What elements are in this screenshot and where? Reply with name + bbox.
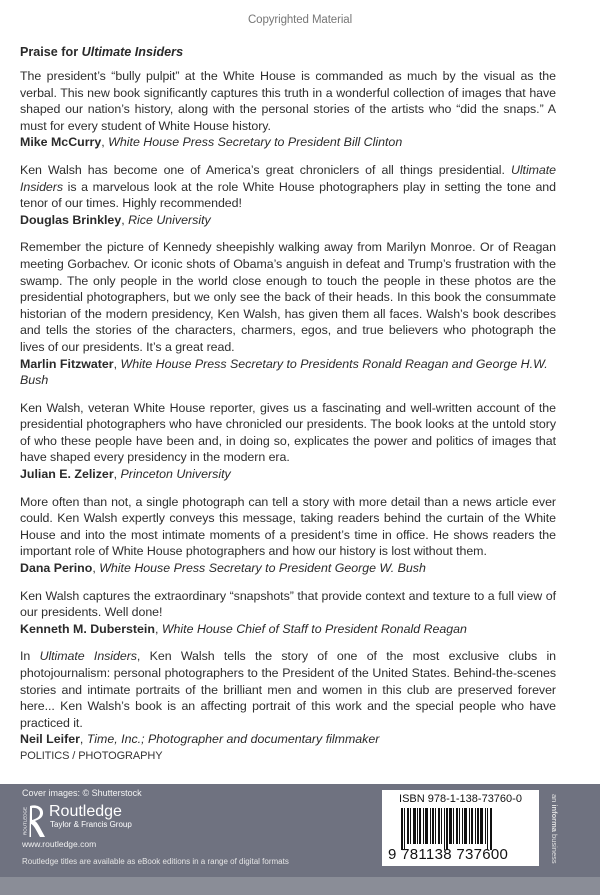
quote-text-part: , Ken Walsh tells the story of one of the most exclusive clubs in photojournalism: personal photographers to the President of the United States. Behind-the-scenes stories and intimate portraits of the brilliant men and women in this club are preserved forever here... Ken Walsh’s book is an affecting portrait of this work and the special people who have practiced it.: [20, 649, 556, 730]
attribution-role: Rice University: [128, 212, 211, 227]
heading-prefix: Praise for: [20, 45, 82, 59]
attribution-name: Marlin Fitzwater: [20, 356, 114, 371]
informa-prefix: an: [550, 794, 559, 805]
quote-block: [20, 162, 556, 228]
bottom-strip: [0, 877, 600, 895]
barcode-digits: 9 781138 737600: [388, 846, 509, 863]
routledge-r-icon: [22, 803, 46, 839]
book-title-italic: Ultimate Insiders: [39, 649, 137, 664]
informa-brand: informa: [550, 804, 559, 832]
quote-text-part: In: [20, 649, 40, 664]
quote-text: [20, 648, 556, 731]
quote-block: [20, 494, 556, 577]
quote-block: [20, 648, 556, 748]
quote-text: Ken Walsh, veteran White House reporter, gives us a fascinating and well-written account of the presidential photographers who have chronicled our presidents. The book looks at the untold story of who these people have been and, in doing so, explicates the power and politics of images that have shaped every presidency in the modern era.: [20, 400, 556, 465]
book-title-italic: Ultimate Insiders: [20, 162, 556, 194]
logo-text: [49, 803, 132, 830]
quote-text: Ken Walsh captures the extraordinary “snapshots” that provide context and texture to a full view of our presidents. Well done!: [20, 588, 556, 620]
attribution-name: Douglas Brinkley: [20, 212, 122, 227]
quote-block: [20, 68, 556, 151]
attribution-name: Dana Perino: [20, 561, 93, 576]
ebook-note: Routledge titles are available as eBook editions in a range of digital formats: [22, 857, 289, 866]
barcode-icon: [401, 808, 527, 848]
praise-heading: [20, 44, 556, 60]
publisher-footer: [0, 784, 600, 877]
attribution-name: Mike McCurry: [20, 135, 102, 150]
copyright-watermark: Copyrighted Material: [247, 14, 353, 26]
publisher-name: Routledge: [49, 803, 122, 820]
publisher-website-link[interactable]: www.routledge.com: [22, 839, 97, 849]
attribution-name: Julian E. Zelizer: [20, 467, 114, 482]
quote-block: [20, 588, 556, 638]
informa-business-note: [547, 794, 559, 874]
attribution-role: White House Chief of Staff to President Ronald Reagan: [161, 621, 467, 636]
attribution-role: Time, Inc.; Photographer and documentary filmmaker: [86, 732, 380, 747]
quote-attribution: Neil Leifer, Time, Inc.; Photographer and documentary filmmaker: [20, 732, 380, 747]
attribution-name: Neil Leifer: [20, 732, 80, 747]
attribution-role: White House Press Secretary to President Bill Clinton: [108, 135, 403, 150]
quote-text-part: Ken Walsh has become one of America’s great chroniclers of all things presidential.: [20, 162, 511, 177]
quote-attribution: Douglas Brinkley, Rice University: [20, 212, 211, 227]
quote-attribution: Julian E. Zelizer, Princeton University: [20, 467, 231, 482]
isbn-label: ISBN 978-1-138-73760-0: [399, 793, 522, 805]
quote-block: [20, 239, 556, 388]
attribution-role: White House Press Secretary to Presidents Ronald Reagan and George H.W. Bush: [20, 356, 548, 388]
quote-text: More often than not, a single photograph can tell a story with more detail than a news article ever could. Ken Walsh expertly conveys this message, taking readers behind the curtain of the White House and into the most intimate moments of a president’s time in office. He shows readers the important role of White House photographers and how our history is lost without them.: [20, 494, 556, 559]
publisher-group: Taylor & Francis Group: [50, 820, 132, 829]
svg-text:ROUTLEDGE: ROUTLEDGE: [22, 806, 28, 835]
quote-text-part: is a marvelous look at the role White House photographers play in setting the tone and tenor of our times. Highly recommended!: [20, 179, 556, 211]
quote-attribution: Kenneth M. Duberstein, White House Chief of Staff to President Ronald Reagan: [20, 621, 467, 636]
quote-block: [20, 400, 556, 483]
cover-credit: Cover images: © Shutterstock: [22, 788, 142, 798]
quote-attribution: Mike McCurry, White House Press Secretary to President Bill Clinton: [20, 135, 403, 150]
subject-category: POLITICS / PHOTOGRAPHY: [20, 750, 163, 762]
quote-text: The president’s “bully pulpit” at the White House is commanded as much by the visual as the verbal. This new book significantly captures this truth in a wonderful collection of images that have shaped our nation’s history, along with the personal stories of the artists who “did the snaps.” A must for every student of White House history.: [20, 69, 556, 133]
praise-section: [20, 44, 556, 759]
heading-book-title: Ultimate Insiders: [81, 45, 184, 59]
attribution-role: Princeton University: [120, 467, 231, 482]
quote-text: [20, 162, 556, 212]
isbn-barcode: [382, 790, 539, 866]
informa-suffix: business: [550, 831, 559, 864]
quote-attribution: Dana Perino, White House Press Secretary to President George W. Bush: [20, 561, 426, 576]
attribution-role: White House Press Secretary to President George W. Bush: [99, 561, 426, 576]
quote-text: Remember the picture of Kennedy sheepishly walking away from Marilyn Monroe. Or of Reagan meeting Gorbachev. Or iconic shots of Obama’s anguish in defeat and Trump’s frustration with the swamp. The only people in the world close enough to touch the people in these photos are the presidential photographers, but we only see the back of their heads. In this book the consummate historian of the modern presidency, Ken Walsh, has given them all faces. Walsh’s book describes and tells the stories of the characters, charmers, egos, and true believers who photograph the lives of our presidents. It’s a great read.: [20, 240, 556, 354]
routledge-logo: [22, 803, 132, 839]
quote-attribution: Marlin Fitzwater, White House Press Secretary to Presidents Ronald Reagan and George H.W. Bush: [20, 356, 548, 388]
attribution-name: Kenneth M. Duberstein: [20, 621, 155, 636]
